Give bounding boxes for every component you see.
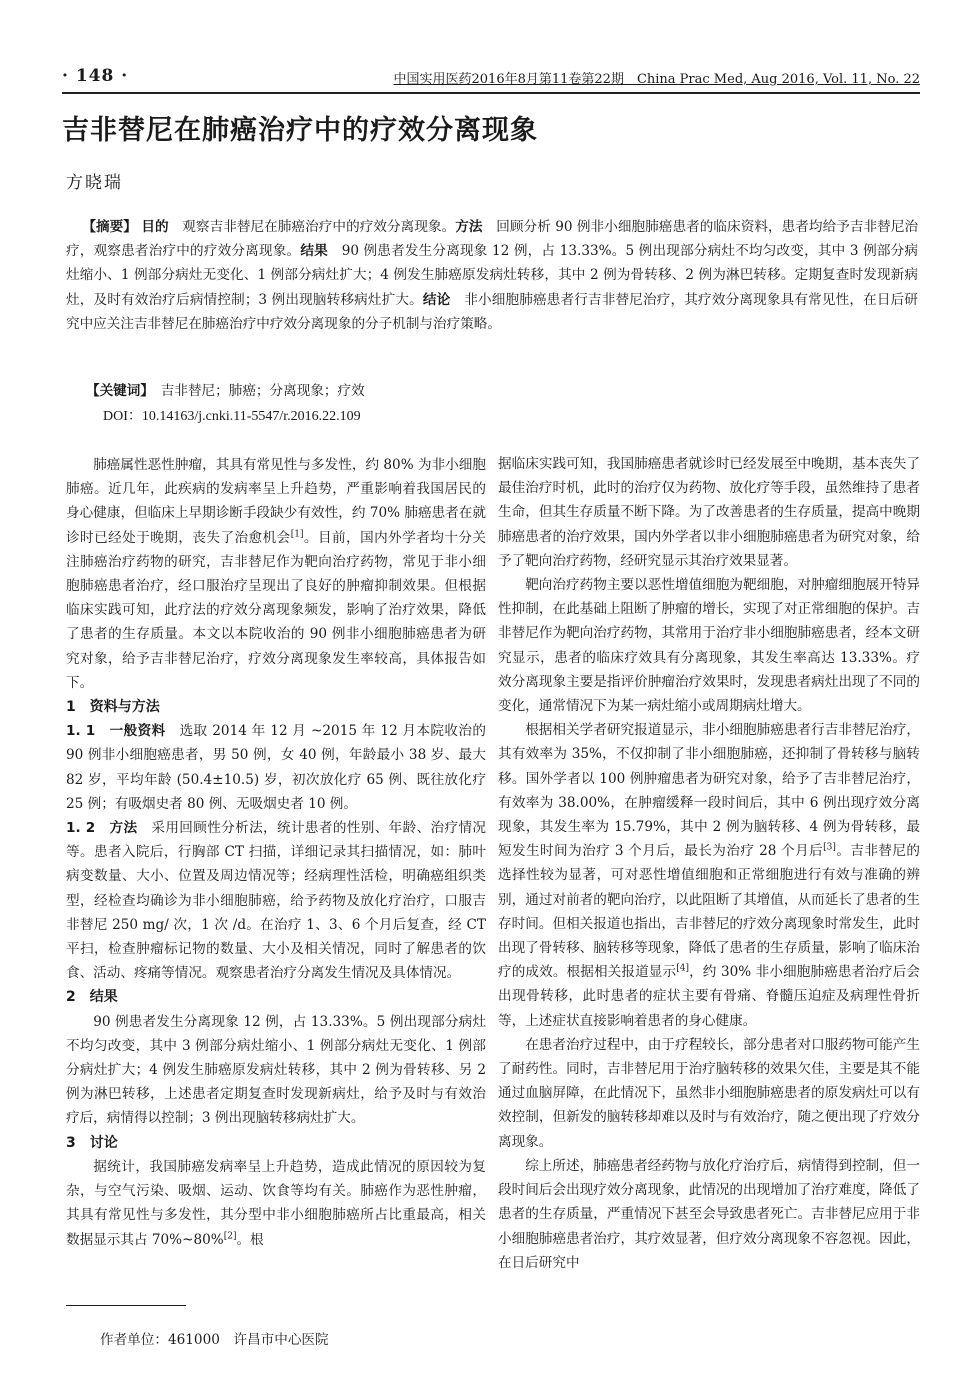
conclusion-paragraph: 综上所述，肺癌患者经药物与放化疗治疗后，病情得到控制，但一段时间后会出现疗效分离现象，此情况的出现增加了治疗难度，降低了患者的生存质量，严重情况下甚至会导致患者死亡。吉非替尼应用于非小细胞肺癌患者治疗，其疗效显著，但疗效分离现象不容忽视。因此，在日后研究中 bbox=[498, 1157, 920, 1271]
objective-text: 观察吉非替尼在肺癌治疗中的疗效分离现象。 bbox=[182, 219, 456, 235]
discussion-text: 据统计，我国肺癌发病率呈上升趋势，造成此情况的原因较为复杂，与空气污染、吸烟、运动、饮食等均有关。肺癌作为恶性肿瘤，其具有常见性与多发性，其分型中非小细胞肺癌所占比重最高，相关数据显示其占 70%~80% bbox=[66, 1158, 486, 1248]
objective-label: 目的 bbox=[141, 219, 169, 235]
discussion-text-cont: 。吉非替尼的选择性较为显著，可对恶性增值细胞和正常细胞进行有效与准确的辨别，通过对前者的靶向治疗，以此阻断了其增值，从而延长了患者的生存时间。但相关报道也指出，吉非替尼的疗效分离现象时常发生，此时出现了骨转移、脑转移等现象，降低了患者的生存质量，影响了临床治疗的成效。根据相关报道显示 bbox=[498, 843, 920, 981]
discussion-paragraph bbox=[66, 1155, 486, 1252]
conclusion-text: 非小细胞肺癌患者行吉非替尼治疗，其疗效分离现象具有常见性，在日后研究中应关注吉非替尼在肺癌治疗中疗效分离现象的分子机制与治疗策略。 bbox=[66, 291, 919, 332]
citation-ref: [3] bbox=[823, 842, 836, 853]
article-author: 方晓瑞 bbox=[66, 173, 123, 193]
keywords bbox=[86, 379, 365, 399]
citation-ref: [2] bbox=[223, 1230, 237, 1241]
method-label: 方法 bbox=[455, 219, 483, 235]
article-title: 吉非替尼在肺癌治疗中的疗效分离现象 bbox=[62, 115, 538, 146]
discussion-paragraph: 靶向治疗药物主要以恶性增值细胞为靶细胞，对肿瘤细胞展开特异性抑制，在此基础上阻断了肿瘤的增长，实现了对正常细胞的保护。吉非替尼作为靶向治疗药物，其常用于治疗非小细胞肺癌患者，经本文研究显示，患者的临床疗效具有分离现象，其发生率高达 13.33%。疗效分离现象主要是指评价肿瘤治疗效果时，发现患者病灶出现了不同的变化，通常情况下为某一病灶缩小或周期病灶增大。 bbox=[498, 577, 920, 715]
general-data-text: 选取 2014 年 12 月 ~2015 年 12 月本院收治的 90 例非小细胞癌患者，男 50 例，女 40 例，年龄最小 38 岁、最大 82 岁，平均年龄 (50.4±10.5) 岁，初次放化疗 65 例、既往放化疗 25 例；有吸烟史者 80 例、无吸烟史者 10 例。 bbox=[66, 723, 486, 812]
discussion-paragraph: 在患者治疗过程中，由于疗程较长，部分患者对口服药物可能产生了耐药性。同时，吉非替尼用于治疗脑转移的效果欠佳，主要是其不能通过血脑屏障，在此情况下，虽然非小细胞肺癌患者的原发病灶可以有效控制，但新发的脑转移却难以及时与有效治疗，随之便出现了疗效分离现象。 bbox=[498, 1036, 920, 1150]
discussion-text: 根据相关学者研究报道显示，非小细胞肺癌患者行吉非替尼治疗，其有效率为 35%，不仅抑制了非小细胞肺癌，还抑制了骨转移与脑转移。国外学者以 100 例肿瘤患者为研究对象，给予了吉非替尼治疗，有效率为 38.00%，在肿瘤缓释一段时间后，其中 6 例出现疗效分离现象，其发生率为 15.79%，其中 2 例为脑转移、4 例为骨转移，最短发生时间为治疗 3 个月后，最长为治疗 28 个月后 bbox=[498, 722, 920, 860]
section-heading-discussion: 3 讨论 bbox=[66, 1134, 118, 1151]
abstract bbox=[66, 215, 918, 336]
keywords-text: 吉非替尼；肺癌；分离现象；疗效 bbox=[160, 383, 365, 399]
general-data-paragraph bbox=[66, 719, 486, 816]
footnote-rule bbox=[66, 1305, 186, 1306]
page-number: · 148 · bbox=[62, 66, 129, 86]
conclusion-label: 结论 bbox=[422, 291, 451, 308]
discussion-paragraph bbox=[498, 718, 920, 1033]
left-column bbox=[66, 453, 486, 1252]
result-text: 90 例患者发生分离现象 12 例，占 13.33%。5 例出现部分病灶不均匀改变，其中 3 例部分病灶缩小、1 例部分病灶无变化、1 例部分病灶扩大；4 例发生肺癌原发病灶转移，其中 2 例为骨转移、2 例为淋巴转移。定期复查时发现新病灶，及时有效治疗后病情控制；3 例出现脑转移病灶扩大。 bbox=[66, 243, 919, 308]
intro-text: 肺癌属性恶性肿瘤，其具有常见性与多发性，约 80% 为非小细胞肺癌。近几年，此疾病的发病率呈上升趋势，严重影响着我国居民的身心健康，但临床上早期诊断手段缺少有效性，约 70% 肺癌患者在就诊时已经处于晚期，丧失了治愈机会 bbox=[66, 457, 486, 546]
subsection-heading: 1. 1 一般资料 bbox=[66, 723, 166, 740]
results-paragraph: 90 例患者发生分离现象 12 例，占 13.33%。5 例出现部分病灶不均匀改变，其中 3 例部分病灶缩小、1 例部分病灶无变化、1 例部分病灶扩大；4 例发生肺癌原发病灶转移，其中 2 例为骨转移、另 2 例为淋巴转移，上述患者定期复查时发现新病灶，给予及时与有效治疗后，病情得以控制；3 例出现脑转移病灶扩大。 bbox=[66, 1013, 486, 1127]
method-text: 回顾分析 90 例非小细胞肺癌患者的临床资料，患者均给予吉非替尼治疗，观察患者治疗中的疗效分离现象。 bbox=[66, 219, 919, 260]
abstract-paragraph bbox=[66, 215, 918, 336]
journal-citation: 中国实用医药2016年8月第11卷第22期 China Prac Med, Aug 2016, Vol. 11, No. 22 bbox=[393, 72, 920, 87]
section-heading-methods: 1 资料与方法 bbox=[66, 699, 160, 716]
discussion-text-cont: ，约 30% 非小细胞肺癌患者治疗后会出现骨转移，此时患者的症状主要有骨痛、脊髓压迫症及病理性骨折等，上述症状直接影响着患者的身心健康。 bbox=[498, 964, 921, 1029]
method-paragraph bbox=[66, 816, 486, 985]
doi: DOI：10.14163/j.cnki.11-5547/r.2016.22.109 bbox=[103, 409, 361, 424]
intro-text-cont: 。目前，国内外学者均十分关注肺癌治疗药物的研究，吉非替尼作为靶向治疗药物，常见于非小细胞肺癌患者治疗，经口服治疗呈现出了良好的肿瘤抑制效果。但根据临床实践可知，此疗法的疗效分离现象频发，影响了治疗效果，降低了患者的生存质量。本文以本院收治的 90 例非小细胞肺癌患者为研究对象，给予吉非替尼治疗，疗效分离现象发生率较高，具体报告如下。 bbox=[66, 529, 487, 691]
header-rule bbox=[62, 92, 920, 94]
section-heading-results: 2 结果 bbox=[66, 989, 118, 1006]
discussion-text-cont: 。根 bbox=[236, 1231, 264, 1248]
discussion-paragraph: 据临床实践可知，我国肺癌患者就诊时已经发展至中晚期，基本丧失了最佳治疗时机，此时的治疗仅为药物、放化疗等手段，虽然维持了患者生命，但其生存质量不断下降。为了改善患者的生存质量，提高中晚期肺癌患者的治疗效果，国内外学者以非小细胞肺癌患者为研究对象，给予了靶向治疗药物，经研究显示其治疗效果显著。 bbox=[498, 456, 920, 569]
citation-ref: [1] bbox=[290, 529, 304, 540]
method-body-text: 采用回顾性分析法，统计患者的性别、年龄、治疗情况等。患者入院后，行胸部 CT 扫描，详细记录其扫描情况，如：肺叶病变数量、大小、位置及周边情况等；经病理性活检，明确癌组织类型，经检查均确诊为非小细胞肺癌，给予药物及放化疗治疗，口服吉非替尼 250 mg/ 次，1 次 /d。在治疗 1、3、6 个月后复查，经 CT 平扫，检查肿瘤标记物的数量、大小及相关情况，同时了解患者的饮食、活动、疼痛等情况。观察患者治疗分离发生情况及具体情况。 bbox=[66, 820, 486, 982]
result-label: 结果 bbox=[300, 243, 328, 260]
abstract-label: 【摘要】 bbox=[82, 219, 137, 235]
running-header bbox=[62, 66, 920, 88]
author-affiliation: 作者单位：461000 许昌市中心医院 bbox=[100, 1332, 329, 1348]
right-column bbox=[498, 452, 920, 1275]
keywords-label: 【关键词】 bbox=[86, 383, 148, 399]
citation-ref: [4] bbox=[676, 963, 689, 974]
subsection-heading: 1. 2 方法 bbox=[66, 820, 138, 837]
intro-paragraph bbox=[66, 453, 486, 695]
